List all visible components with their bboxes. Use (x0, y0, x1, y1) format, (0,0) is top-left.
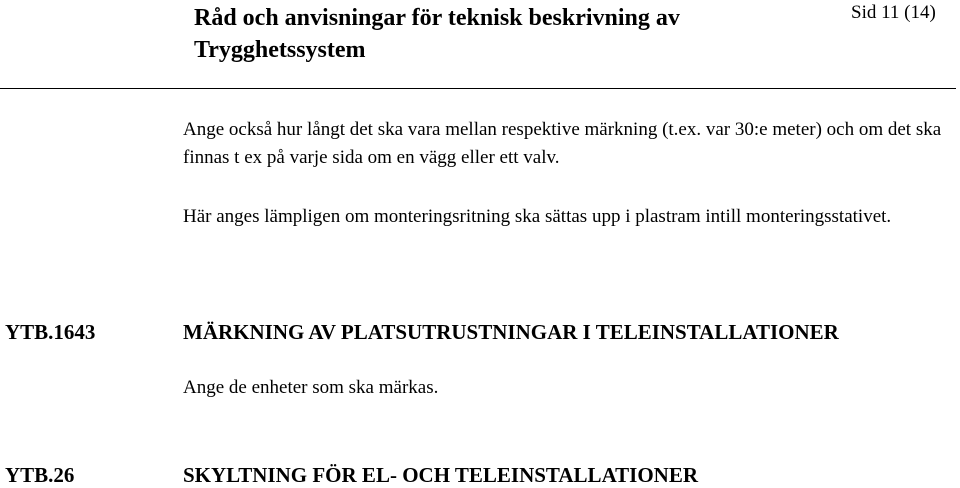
document-title: Råd och anvisningar för teknisk beskrivning av Trygghetssystem (194, 5, 680, 63)
paragraph-mounting-drawing: Här anges lämpligen om monteringsritning ska sättas upp i plastram intill monteringsstativet. (183, 206, 892, 227)
section-code: YTB.26 (5, 463, 75, 487)
page-number: Sid 11 (14) (851, 2, 936, 23)
section-body: Ange de enheter som ska märkas. (183, 377, 439, 398)
section-title: SKYLTNING FÖR EL- OCH TELEINSTALLATIONER (183, 463, 699, 487)
paragraph-marking-distance: Ange också hur långt det ska vara mellan respektive märkning (t.ex. var 30:e meter) och om det ska finnas t ex på varje sida om en vägg eller ett valv. (183, 119, 942, 168)
section-code: YTB.1643 (5, 320, 96, 344)
section-title: MÄRKNING AV PLATSUTRUSTNINGAR I TELEINSTALLATIONER (183, 320, 839, 344)
header-divider (0, 88, 956, 89)
